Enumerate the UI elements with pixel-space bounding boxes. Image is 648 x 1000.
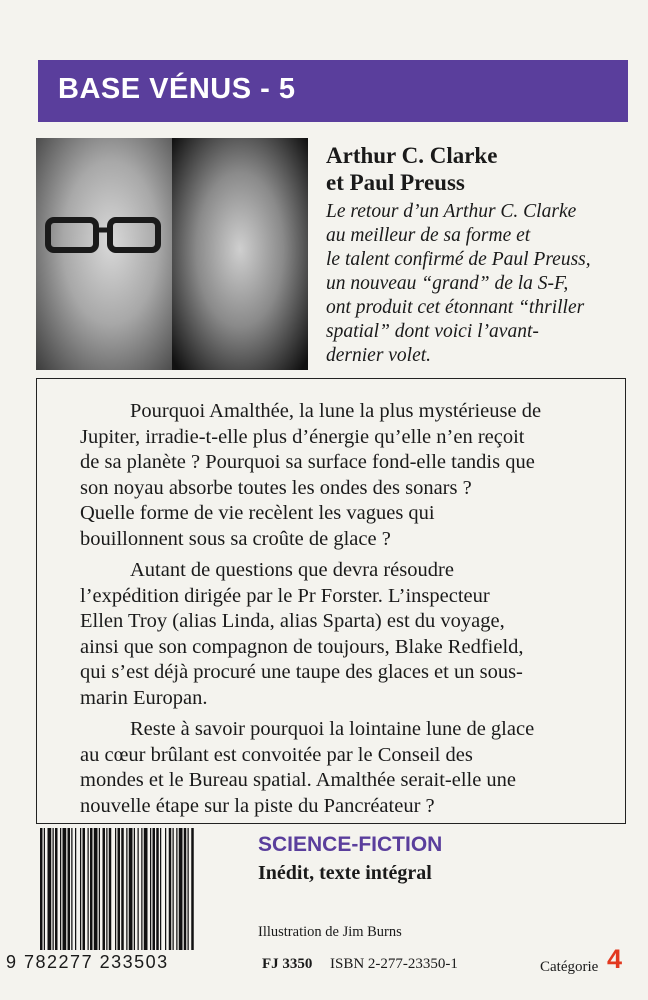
barcode-bar [115,828,116,950]
barcode-bar [188,828,189,950]
barcode-bar [138,828,139,950]
genre-label: SCIENCE-FICTION [258,833,443,856]
barcode-bar [48,828,52,950]
barcode-bar [53,828,54,950]
synopsis-line: Ellen Troy (alias Linda, alias Sparta) est du voyage, [80,610,505,632]
blurb-line: ont produit cet étonnant “thriller [326,297,585,318]
barcode-bar [153,828,156,950]
blurb-line: le talent confirmé de Paul Preuss, [326,249,591,270]
barcode-bar [169,828,172,950]
synopsis-line: au cœur brûlant est convoitée par le Conseil des [80,743,473,766]
series-title: BASE VÉNUS - 5 [58,73,296,105]
illustration-credit: Illustration de Jim Burns [258,924,402,940]
blurb-line: Le retour d’un Arthur C. Clarke [326,201,577,222]
author-line-1: Arthur C. Clarke [326,143,498,168]
barcode-bar [103,828,106,950]
synopsis-line: Jupiter, irradie-t-elle plus d’énergie qu’elle n’en reçoit [80,425,525,448]
synopsis-line: mondes et le Bureau spatial. Amalthée serait-elle une [80,769,517,791]
series-band [38,60,628,122]
barcode-bar [60,828,61,950]
synopsis-line: Autant de questions que devra résoudre [130,559,454,581]
barcode-bar [144,828,148,950]
barcode-bar [90,828,93,950]
barcode-digits: 9 782277 233503 [6,952,169,972]
barcode-bar [129,828,133,950]
synopsis-paragraph-3 [80,717,607,819]
clarke-photo [36,138,172,370]
synopsis-line: Quelle forme de vie recèlent les vagues qui [80,502,435,524]
barcode-bar [150,828,151,950]
eyeglasses-icon [44,216,164,256]
barcode-bar [109,828,112,950]
synopsis-line: l’expédition dirigée par le Pr Forster. L’inspecteur [80,584,490,607]
barcode-bar [63,828,67,950]
synopsis-line: Reste à savoir pourquoi la lointaine lune de glace [130,718,535,740]
barcode-bar [165,828,166,950]
barcode-bar [156,828,159,950]
author-line-2: et Paul Preuss [326,170,465,195]
blurb-line: dernier volet. [326,345,432,366]
edition-label: Inédit, texte intégral [258,862,432,884]
author-blurb [326,200,626,368]
barcode-bar [99,828,100,950]
synopsis-box [36,378,626,824]
preuss-photo [172,138,308,370]
author-names [326,142,626,196]
synopsis-line: bouillonnent sous sa croûte de glace ? [80,527,391,550]
blurb-line: un nouveau “grand” de la S-F, [326,273,569,294]
barcode-bar [184,828,187,950]
barcode-bar [176,828,177,950]
synopsis-line: qui s’est déjà procuré une taupe des glaces et un sous- [80,661,523,683]
synopsis-paragraph-2 [80,558,607,711]
synopsis-line: son noyau absorbe toutes les ondes des sonars ? [80,476,472,499]
barcode-bar [118,828,121,950]
barcode-bar [44,828,45,950]
barcode-bar [71,828,72,950]
barcode-bar [106,828,107,950]
barcode-bar [80,828,81,950]
author-block [326,142,626,368]
barcode-bar [126,828,127,950]
barcode-bar [173,828,174,950]
barcode-bar [94,828,98,950]
barcode-bar [88,828,89,950]
barcode-bar [55,828,58,950]
synopsis-line: de sa planète ? Pourquoi sa surface fond-elle tandis que [80,451,535,473]
category-number: 4 [607,944,623,974]
barcode-bar [141,828,142,950]
barcode-bar [83,828,86,950]
isbn: ISBN 2-277-23350-1 [330,956,458,972]
barcode-bar [68,828,71,950]
synopsis-line: ainsi que son compagnon de toujours, Blake Redfield, [80,635,524,658]
barcode [34,828,252,950]
barcode-bar [134,828,135,950]
barcode-bar [121,828,124,950]
synopsis-line: nouvelle étape sur la piste du Pancréateur ? [80,794,435,817]
barcode-bar [179,828,183,950]
category-label: Catégorie [540,959,599,975]
synopsis-paragraph-1 [80,399,607,552]
synopsis-line: marin Europan. [80,686,208,709]
reference-code: FJ 3350 [262,956,313,972]
author-photos [36,138,308,370]
barcode-bar [160,828,161,950]
barcode-bar [191,828,194,950]
barcode-bar [75,828,76,950]
blurb-line: spatial” dont voici l’avant- [326,321,539,342]
barcode-bar [40,828,43,950]
blurb-line: au meilleur de sa forme et [326,225,531,246]
synopsis-line: Pourquoi Amalthée, la lune la plus mystérieuse de [130,400,542,422]
